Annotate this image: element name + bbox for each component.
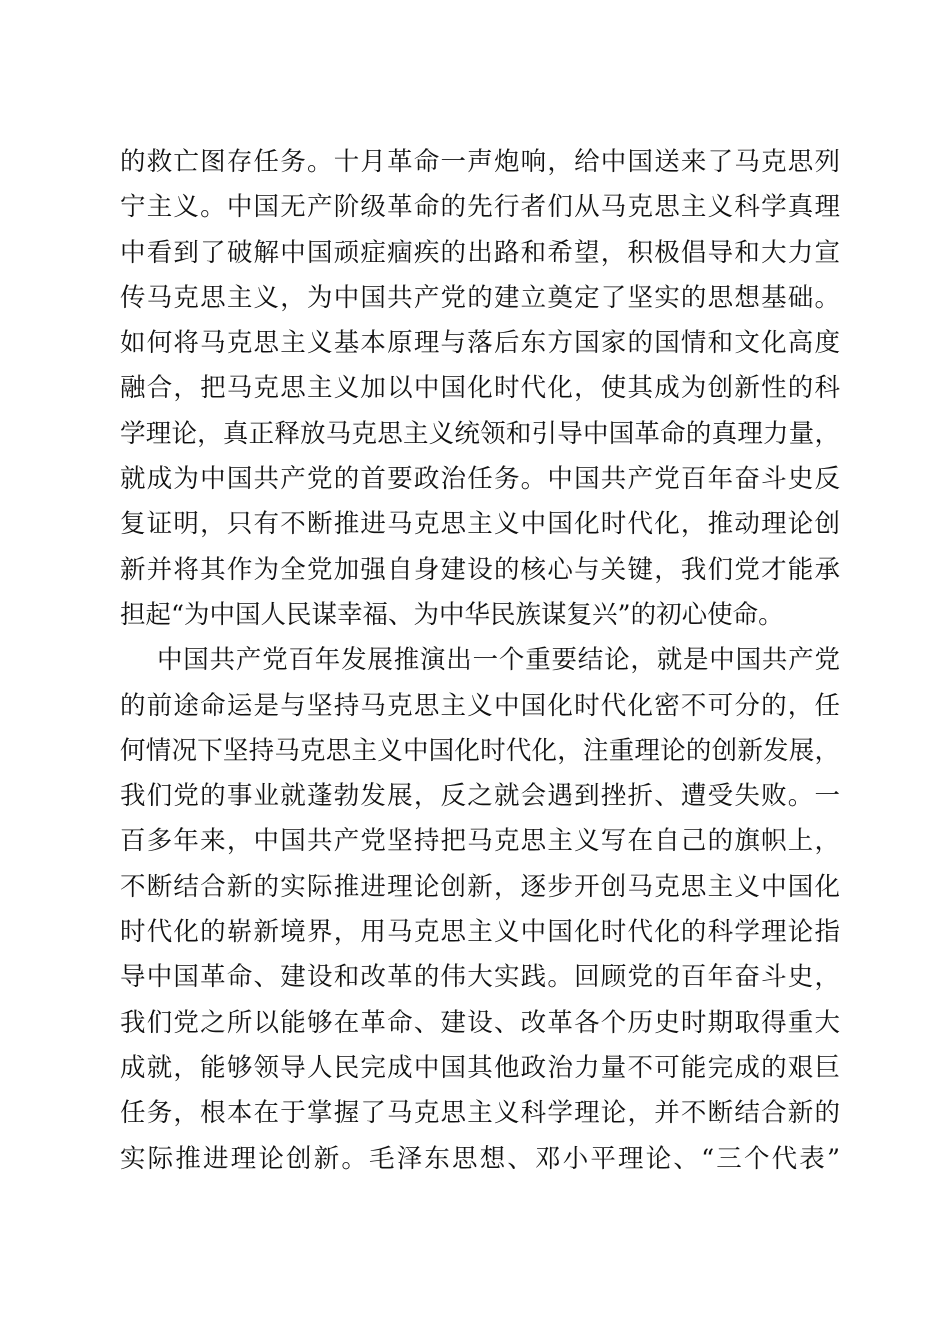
text-line: 的救亡图存任务。十月革命一声炮响，给中国送来了马克思列 — [120, 147, 840, 177]
text-line: 学理论，真正释放马克思主义统领和引导中国革命的真理力量， — [120, 418, 840, 449]
text-line: 不断结合新的实际推进理论创新，逐步开创马克思主义中国化 — [120, 871, 840, 902]
text-line: 就成为中国共产党的首要政治任务。中国共产党百年奋斗史反 — [120, 464, 840, 495]
text-line: 复证明，只有不断推进马克思主义中国化时代化，推动理论创 — [120, 509, 840, 540]
text-line: 成就，能够领导人民完成中国其他政治力量不可能完成的艰巨 — [120, 1052, 840, 1083]
text-line: 融合，把马克思主义加以中国化时代化，使其成为创新性的科 — [120, 373, 840, 404]
text-line: 宁主义。中国无产阶级革命的先行者们从马克思主义科学真理 — [120, 192, 840, 223]
text-line: 的前途命运是与坚持马克思主义中国化时代化密不可分的，任 — [120, 690, 840, 721]
body-text — [120, 140, 840, 1182]
paragraph — [120, 140, 840, 638]
text-line: 我们党之所以能够在革命、建设、改革各个历史时期取得重大 — [120, 1007, 840, 1038]
text-line: 中看到了破解中国顽症痼疾的出路和希望，积极倡导和大力宣 — [120, 237, 840, 268]
text-line: 何情况下坚持马克思主义中国化时代化，注重理论的创新发展， — [120, 735, 840, 766]
text-line: 中国共产党百年发展推演出一个重要结论，就是中国共产党 — [157, 645, 840, 676]
text-line: 新并将其作为全党加强自身建设的核心与关键，我们党才能承 — [120, 554, 840, 585]
text-line: 如何将马克思主义基本原理与落后东方国家的国情和文化高度 — [120, 328, 840, 359]
paragraph — [120, 638, 840, 1182]
text-line: 百多年来，中国共产党坚持把马克思主义写在自己的旗帜上， — [120, 826, 840, 857]
text-line: 导中国革命、建设和改革的伟大实践。回顾党的百年奋斗史， — [120, 962, 840, 993]
text-line: 我们党的事业就蓬勃发展，反之就会遇到挫折、遭受失败。一 — [120, 781, 840, 812]
text-line: 时代化的崭新境界，用马克思主义中国化时代化的科学理论指 — [120, 917, 840, 948]
text-line: 任务，根本在于掌握了马克思主义科学理论，并不断结合新的 — [120, 1098, 840, 1129]
text-line: 实际推进理论创新。毛泽东思想、邓小平理论、“三个代表” — [120, 1143, 840, 1174]
text-line: 担起“为中国人民谋幸福、为中华民族谋复兴”的初心使命。 — [120, 599, 784, 630]
text-line: 传马克思主义，为中国共产党的建立奠定了坚实的思想基础。 — [120, 282, 840, 313]
